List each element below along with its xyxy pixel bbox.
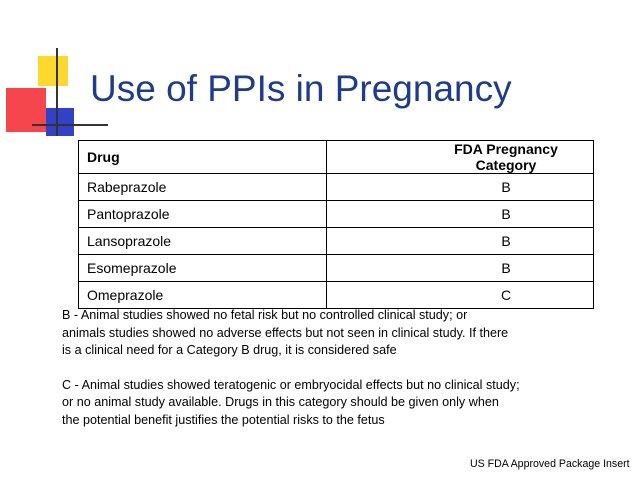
source-citation: US FDA Approved Package Insert <box>470 458 630 470</box>
table-row <box>79 282 594 309</box>
ppi-category-table <box>78 140 594 309</box>
decor-vertical-line <box>56 48 58 136</box>
drug-cell: Lansoprazole <box>79 228 327 255</box>
decor-blue-square <box>46 108 74 136</box>
decor-yellow-square <box>38 56 68 86</box>
slide-title: Use of PPIs in Pregnancy <box>90 68 512 109</box>
category-cell: B <box>327 228 594 255</box>
header-category: FDA Pregnancy Category <box>327 141 594 174</box>
category-cell: B <box>327 201 594 228</box>
drug-cell: Esomeprazole <box>79 255 327 282</box>
category-cell: B <box>327 255 594 282</box>
table-row <box>79 174 594 201</box>
table-row <box>79 255 594 282</box>
note-spacer <box>62 360 602 377</box>
note-c-line: or no animal study available. Drugs in this category should be given only when <box>62 395 499 409</box>
header-drug: Drug <box>79 141 327 174</box>
note-b-line: animals studies showed no adverse effects but not seen in clinical study. If there <box>62 325 509 340</box>
category-cell: C <box>327 282 594 309</box>
note-c-line: C - Animal studies showed teratogenic or embryocidal effects but no clinical study; <box>62 377 520 392</box>
decor-horizontal-line <box>32 124 108 126</box>
table-row <box>79 201 594 228</box>
category-cell: B <box>327 174 594 201</box>
note-b-line: B - Animal studies showed no fetal risk but no controlled clinical study; or <box>62 308 468 322</box>
drug-cell: Omeprazole <box>79 282 327 309</box>
note-b-line: is a clinical need for a Category B drug, it is considered safe <box>62 343 397 357</box>
drug-cell: Pantoprazole <box>79 201 327 228</box>
table-row <box>79 228 594 255</box>
note-c-line: the potential benefit justifies the potential risks to the fetus <box>62 412 385 427</box>
table-header-row <box>79 141 594 174</box>
drug-cell: Rabeprazole <box>79 174 327 201</box>
category-notes <box>62 307 602 429</box>
